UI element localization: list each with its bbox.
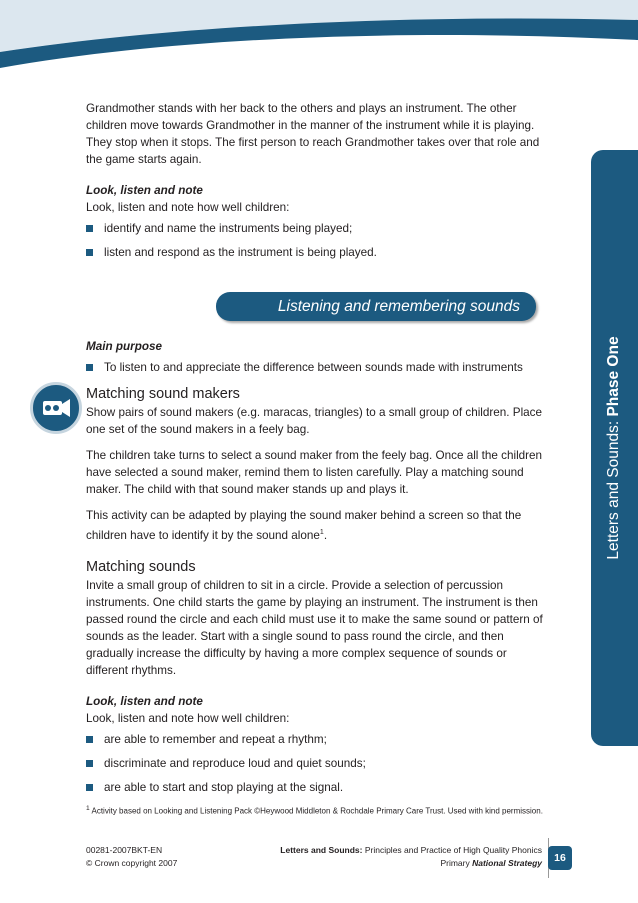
- intro-paragraph: Grandmother stands with her back to the others and plays an instrument. The other children move towards Grandmother in the manner of the instrument while it is playing. They stop when it stops. The first person to reach Grandmother takes over that role and the game starts again.: [86, 102, 540, 166]
- bullet-icon: [86, 784, 93, 791]
- section-banner: [86, 268, 546, 324]
- list-item: are able to start and stop playing at the signal.: [86, 779, 546, 796]
- list-item: are able to remember and repeat a rhythm;: [86, 731, 546, 748]
- look-listen-note-1: [86, 182, 546, 261]
- look-lead: Look, listen and note how well children:: [86, 711, 290, 725]
- bullet-icon: [86, 225, 93, 232]
- list-item: To listen to and appreciate the difference between sounds made with instruments: [86, 359, 546, 376]
- list-item: listen and respond as the instrument is being played.: [86, 244, 546, 261]
- paragraph: Invite a small group of children to sit in a circle. Provide a selection of percussion instruments. One child starts the game by playing an instrument. The instrument is then passed round the circle and each child must use it to make the same sound or pattern of sounds as the leader. Start with a single sound to pass round the circle, and then gradually increase the difficulty by having a more complex sequence of sounds or different rhythms.: [86, 578, 543, 677]
- paragraph: Show pairs of sound makers (e.g. maracas, triangles) to a small group of children. Place one set of the sound makers in a feely bag.: [86, 406, 543, 436]
- look-lead: Look, listen and note how well children:: [86, 201, 290, 214]
- footer-publication: Letters and Sounds: Principles and Practice of High Quality Phonics Primary National Strategy: [280, 845, 542, 868]
- banner-title: Listening and remembering sounds: [216, 292, 536, 321]
- section-title: Matching sound makers: [86, 386, 240, 402]
- section-title: Matching sounds: [86, 558, 196, 575]
- bullet-icon: [86, 760, 93, 767]
- footnote: $^1$ Activity based on Looking and Listening Pack ©Heywood Middleton & Rochdale Primary Care Trust. Used with kind permission.: [86, 804, 543, 816]
- page-number: 16: [548, 846, 572, 870]
- paragraph: This activity can be adapted by playing the sound maker behind a screen so that the children have to identify it by the sound alone$^1$.: [86, 509, 522, 542]
- look-heading: Look, listen and note: [86, 694, 203, 708]
- footer-copyright: © Crown copyright 2007: [86, 858, 178, 868]
- side-tab-label: Letters and Sounds: Phase One: [605, 336, 622, 560]
- paragraph: The children take turns to select a sound maker from the feely bag. Once all the children have selected a sound maker, remind them to listen carefully. Play a matching sound maker. The child with that sound maker stands up and plays it.: [86, 449, 543, 496]
- bullet-icon: [86, 736, 93, 743]
- main-content: [86, 100, 546, 818]
- look-listen-note-2: [86, 693, 546, 796]
- bullet-icon: [86, 249, 93, 256]
- footer-code: 00281-2007BKT-EN: [86, 845, 163, 855]
- list-item: identify and name the instruments being played;: [86, 220, 546, 237]
- video-camera-icon: [30, 382, 82, 434]
- list-item: discriminate and reproduce loud and quiet sounds;: [86, 755, 546, 772]
- purpose-heading: Main purpose: [86, 340, 162, 353]
- page-footer: [86, 844, 586, 870]
- bullet-icon: [86, 364, 93, 371]
- header-wave: [0, 0, 638, 100]
- look-heading: Look, listen and note: [86, 184, 203, 197]
